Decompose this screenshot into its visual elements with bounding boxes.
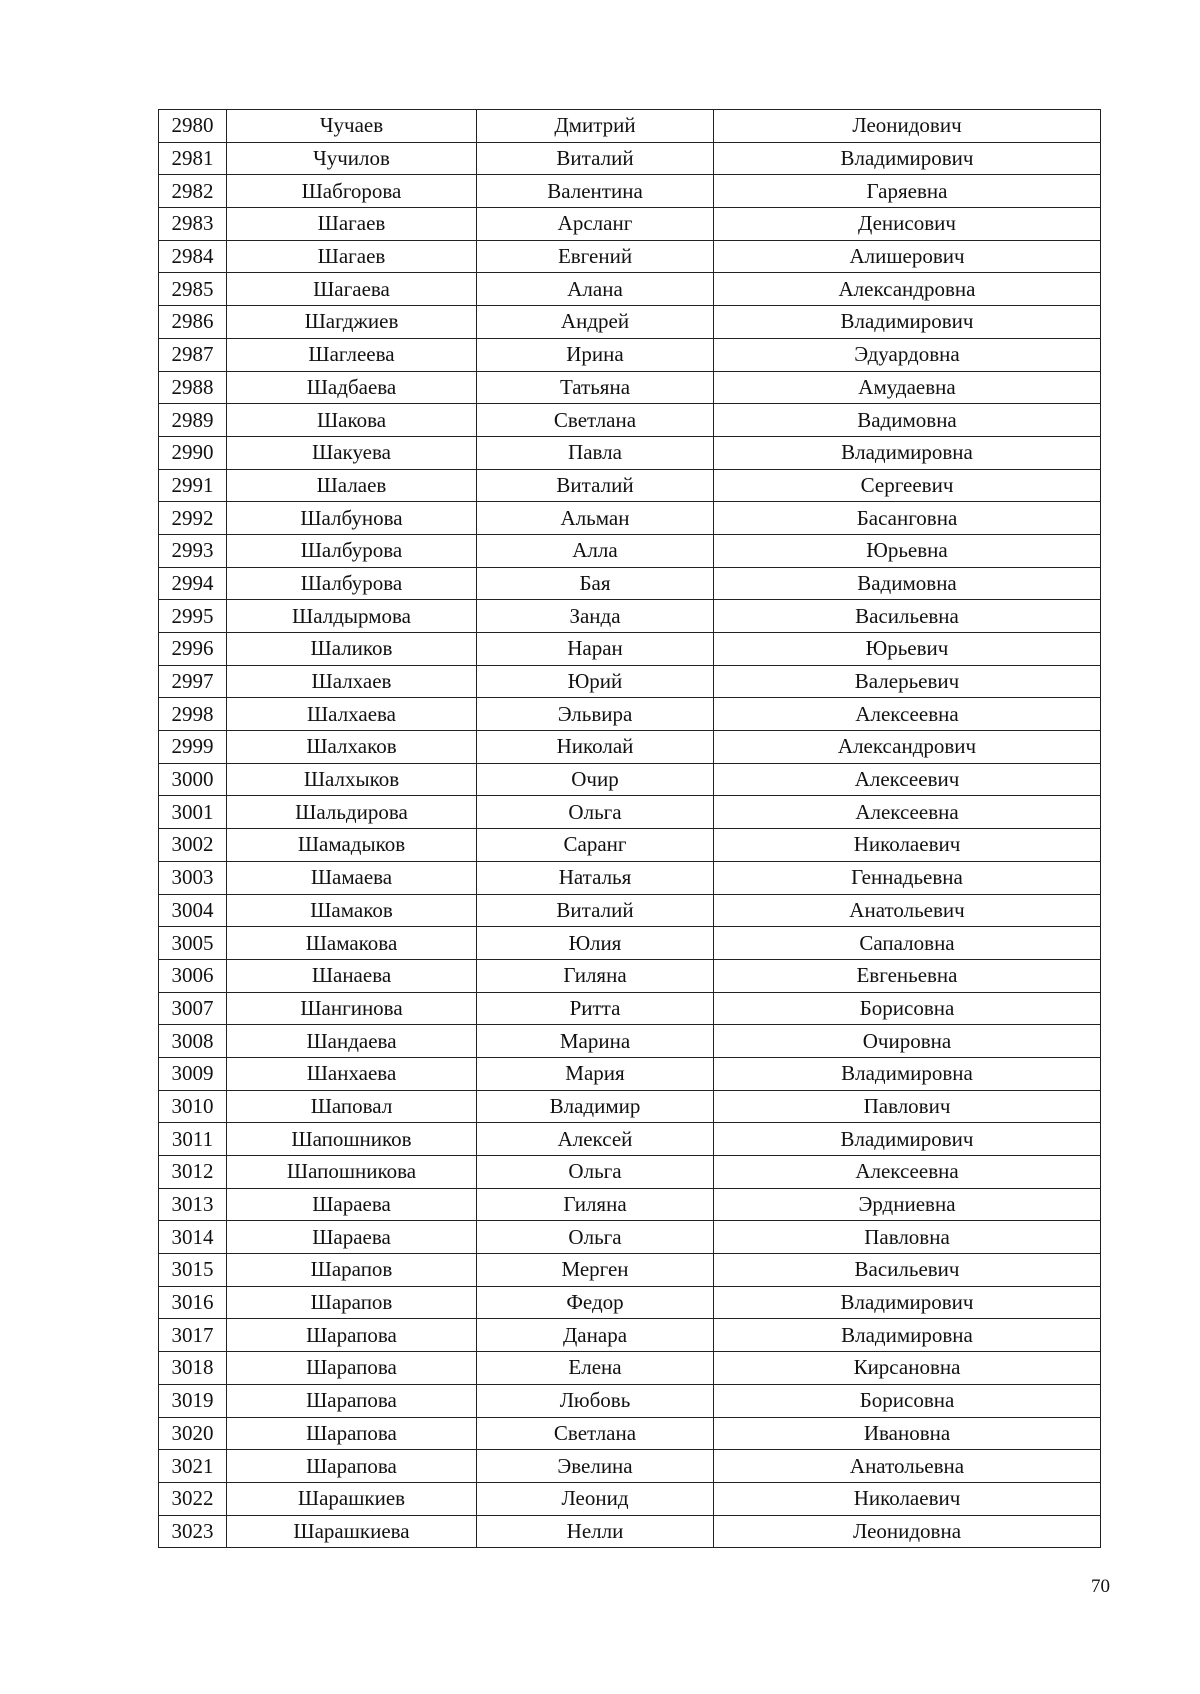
first-name-cell: Арсланг [477, 208, 714, 241]
patronymic-cell: Алексеевна [714, 1156, 1101, 1189]
last-name-cell: Шарапова [227, 1319, 477, 1352]
row-number-cell: 2995 [159, 600, 227, 633]
table-row [159, 567, 1101, 600]
row-number-cell: 2985 [159, 273, 227, 306]
last-name-cell: Шаликов [227, 633, 477, 666]
patronymic-cell: Кирсановна [714, 1352, 1101, 1385]
patronymic-cell: Леонидовна [714, 1515, 1101, 1548]
first-name-cell: Бая [477, 567, 714, 600]
last-name-cell: Чучилов [227, 142, 477, 175]
row-number-cell: 3008 [159, 1025, 227, 1058]
patronymic-cell: Юрьевич [714, 633, 1101, 666]
patronymic-cell: Владимирович [714, 306, 1101, 339]
row-number-cell: 3007 [159, 992, 227, 1025]
row-number-cell: 3020 [159, 1417, 227, 1450]
table-row [159, 338, 1101, 371]
row-number-cell: 2991 [159, 469, 227, 502]
last-name-cell: Шарапова [227, 1384, 477, 1417]
row-number-cell: 3004 [159, 894, 227, 927]
table-row [159, 1482, 1101, 1515]
patronymic-cell: Борисовна [714, 1384, 1101, 1417]
row-number-cell: 3013 [159, 1188, 227, 1221]
first-name-cell: Очир [477, 763, 714, 796]
table-row [159, 1090, 1101, 1123]
first-name-cell: Светлана [477, 404, 714, 437]
patronymic-cell: Васильевич [714, 1254, 1101, 1287]
table-row [159, 1515, 1101, 1548]
last-name-cell: Шакуева [227, 436, 477, 469]
first-name-cell: Андрей [477, 306, 714, 339]
first-name-cell: Наталья [477, 861, 714, 894]
last-name-cell: Шарапов [227, 1286, 477, 1319]
patronymic-cell: Владимировна [714, 1319, 1101, 1352]
row-number-cell: 3015 [159, 1254, 227, 1287]
table-row [159, 404, 1101, 437]
first-name-cell: Эльвира [477, 698, 714, 731]
row-number-cell: 3000 [159, 763, 227, 796]
table-row [159, 306, 1101, 339]
first-name-cell: Виталий [477, 469, 714, 502]
last-name-cell: Шакова [227, 404, 477, 437]
last-name-cell: Шапошников [227, 1123, 477, 1156]
first-name-cell: Мария [477, 1057, 714, 1090]
table-row [159, 698, 1101, 731]
row-number-cell: 3019 [159, 1384, 227, 1417]
table-row [159, 371, 1101, 404]
table-row [159, 1384, 1101, 1417]
row-number-cell: 3018 [159, 1352, 227, 1385]
table-row [159, 1123, 1101, 1156]
last-name-cell: Шамадыков [227, 829, 477, 862]
patronymic-cell: Владимирович [714, 142, 1101, 175]
first-name-cell: Виталий [477, 894, 714, 927]
patronymic-cell: Борисовна [714, 992, 1101, 1025]
table-row [159, 959, 1101, 992]
last-name-cell: Шандаева [227, 1025, 477, 1058]
last-name-cell: Шараева [227, 1188, 477, 1221]
last-name-cell: Шагаева [227, 273, 477, 306]
first-name-cell: Дмитрий [477, 110, 714, 143]
patronymic-cell: Очировна [714, 1025, 1101, 1058]
table-row [159, 208, 1101, 241]
patronymic-cell: Владимировна [714, 436, 1101, 469]
row-number-cell: 2994 [159, 567, 227, 600]
row-number-cell: 3009 [159, 1057, 227, 1090]
row-number-cell: 3021 [159, 1450, 227, 1483]
row-number-cell: 2992 [159, 502, 227, 535]
patronymic-cell: Ивановна [714, 1417, 1101, 1450]
first-name-cell: Наран [477, 633, 714, 666]
last-name-cell: Шапошникова [227, 1156, 477, 1189]
first-name-cell: Юлия [477, 927, 714, 960]
last-name-cell: Шанаева [227, 959, 477, 992]
row-number-cell: 3005 [159, 927, 227, 960]
first-name-cell: Павла [477, 436, 714, 469]
table-row [159, 763, 1101, 796]
row-number-cell: 3011 [159, 1123, 227, 1156]
patronymic-cell: Николаевич [714, 1482, 1101, 1515]
last-name-cell: Шалбурова [227, 534, 477, 567]
first-name-cell: Светлана [477, 1417, 714, 1450]
first-name-cell: Ирина [477, 338, 714, 371]
first-name-cell: Татьяна [477, 371, 714, 404]
last-name-cell: Шарапова [227, 1450, 477, 1483]
row-number-cell: 3002 [159, 829, 227, 862]
last-name-cell: Шангинова [227, 992, 477, 1025]
table-row [159, 175, 1101, 208]
table-row [159, 1188, 1101, 1221]
table-row [159, 273, 1101, 306]
name-list-table [158, 109, 1101, 1548]
first-name-cell: Валентина [477, 175, 714, 208]
patronymic-cell: Владимировна [714, 1057, 1101, 1090]
first-name-cell: Данара [477, 1319, 714, 1352]
table-row [159, 469, 1101, 502]
first-name-cell: Гиляна [477, 959, 714, 992]
table-row [159, 534, 1101, 567]
row-number-cell: 2981 [159, 142, 227, 175]
last-name-cell: Шарапов [227, 1254, 477, 1287]
first-name-cell: Николай [477, 731, 714, 764]
table-row [159, 796, 1101, 829]
row-number-cell: 2986 [159, 306, 227, 339]
patronymic-cell: Анатольевич [714, 894, 1101, 927]
table-row [159, 731, 1101, 764]
table-row [159, 665, 1101, 698]
first-name-cell: Елена [477, 1352, 714, 1385]
last-name-cell: Шарашкиев [227, 1482, 477, 1515]
table-row [159, 1450, 1101, 1483]
table-row [159, 1156, 1101, 1189]
last-name-cell: Шаглеева [227, 338, 477, 371]
first-name-cell: Ольга [477, 1156, 714, 1189]
last-name-cell: Шадбаева [227, 371, 477, 404]
patronymic-cell: Амудаевна [714, 371, 1101, 404]
row-number-cell: 2983 [159, 208, 227, 241]
first-name-cell: Нелли [477, 1515, 714, 1548]
table-row [159, 502, 1101, 535]
table-row [159, 894, 1101, 927]
row-number-cell: 3022 [159, 1482, 227, 1515]
row-number-cell: 3016 [159, 1286, 227, 1319]
row-number-cell: 2987 [159, 338, 227, 371]
first-name-cell: Ольга [477, 796, 714, 829]
last-name-cell: Шалбунова [227, 502, 477, 535]
table-row [159, 600, 1101, 633]
row-number-cell: 2988 [159, 371, 227, 404]
patronymic-cell: Владимирович [714, 1123, 1101, 1156]
patronymic-cell: Эдуардовна [714, 338, 1101, 371]
row-number-cell: 2989 [159, 404, 227, 437]
last-name-cell: Шалхыков [227, 763, 477, 796]
table-row [159, 1057, 1101, 1090]
last-name-cell: Чучаев [227, 110, 477, 143]
patronymic-cell: Александрович [714, 731, 1101, 764]
patronymic-cell: Алексеевич [714, 763, 1101, 796]
patronymic-cell: Александровна [714, 273, 1101, 306]
table-row [159, 992, 1101, 1025]
last-name-cell: Шальдирова [227, 796, 477, 829]
table-row [159, 829, 1101, 862]
patronymic-cell: Басанговна [714, 502, 1101, 535]
row-number-cell: 2997 [159, 665, 227, 698]
last-name-cell: Шалхаков [227, 731, 477, 764]
patronymic-cell: Павловна [714, 1221, 1101, 1254]
table-row [159, 436, 1101, 469]
first-name-cell: Евгений [477, 240, 714, 273]
first-name-cell: Алла [477, 534, 714, 567]
first-name-cell: Леонид [477, 1482, 714, 1515]
patronymic-cell: Сапаловна [714, 927, 1101, 960]
last-name-cell: Шарашкиева [227, 1515, 477, 1548]
patronymic-cell: Евгеньевна [714, 959, 1101, 992]
first-name-cell: Ольга [477, 1221, 714, 1254]
last-name-cell: Шарапова [227, 1417, 477, 1450]
last-name-cell: Шамаева [227, 861, 477, 894]
row-number-cell: 3001 [159, 796, 227, 829]
patronymic-cell: Павлович [714, 1090, 1101, 1123]
patronymic-cell: Николаевич [714, 829, 1101, 862]
table-row [159, 142, 1101, 175]
table-row [159, 927, 1101, 960]
patronymic-cell: Алишерович [714, 240, 1101, 273]
last-name-cell: Шабгорова [227, 175, 477, 208]
first-name-cell: Занда [477, 600, 714, 633]
patronymic-cell: Геннадьевна [714, 861, 1101, 894]
patronymic-cell: Алексеевна [714, 698, 1101, 731]
table-row [159, 1221, 1101, 1254]
row-number-cell: 3014 [159, 1221, 227, 1254]
first-name-cell: Марина [477, 1025, 714, 1058]
first-name-cell: Владимир [477, 1090, 714, 1123]
first-name-cell: Любовь [477, 1384, 714, 1417]
table-row [159, 110, 1101, 143]
patronymic-cell: Гаряевна [714, 175, 1101, 208]
last-name-cell: Шанхаева [227, 1057, 477, 1090]
table-row [159, 1352, 1101, 1385]
table-row [159, 1319, 1101, 1352]
last-name-cell: Шалхаев [227, 665, 477, 698]
patronymic-cell: Сергеевич [714, 469, 1101, 502]
patronymic-cell: Алексеевна [714, 796, 1101, 829]
patronymic-cell: Вадимовна [714, 567, 1101, 600]
table-row [159, 1286, 1101, 1319]
first-name-cell: Эвелина [477, 1450, 714, 1483]
patronymic-cell: Денисович [714, 208, 1101, 241]
row-number-cell: 2980 [159, 110, 227, 143]
last-name-cell: Шагаев [227, 240, 477, 273]
patronymic-cell: Владимирович [714, 1286, 1101, 1319]
first-name-cell: Саранг [477, 829, 714, 862]
row-number-cell: 3003 [159, 861, 227, 894]
row-number-cell: 2999 [159, 731, 227, 764]
row-number-cell: 3023 [159, 1515, 227, 1548]
last-name-cell: Шагджиев [227, 306, 477, 339]
last-name-cell: Шалхаева [227, 698, 477, 731]
patronymic-cell: Васильевна [714, 600, 1101, 633]
table-row [159, 861, 1101, 894]
last-name-cell: Шамаков [227, 894, 477, 927]
patronymic-cell: Эрдниевна [714, 1188, 1101, 1221]
patronymic-cell: Юрьевна [714, 534, 1101, 567]
patronymic-cell: Анатольевна [714, 1450, 1101, 1483]
last-name-cell: Шараева [227, 1221, 477, 1254]
row-number-cell: 2982 [159, 175, 227, 208]
first-name-cell: Ритта [477, 992, 714, 1025]
first-name-cell: Алана [477, 273, 714, 306]
table-row [159, 1254, 1101, 1287]
table-row [159, 240, 1101, 273]
first-name-cell: Юрий [477, 665, 714, 698]
first-name-cell: Альман [477, 502, 714, 535]
first-name-cell: Гиляна [477, 1188, 714, 1221]
first-name-cell: Алексей [477, 1123, 714, 1156]
row-number-cell: 2998 [159, 698, 227, 731]
row-number-cell: 3010 [159, 1090, 227, 1123]
table-row [159, 633, 1101, 666]
row-number-cell: 3012 [159, 1156, 227, 1189]
page-number: 70 [1091, 1576, 1110, 1597]
last-name-cell: Шалдырмова [227, 600, 477, 633]
table-body [159, 110, 1101, 1548]
last-name-cell: Шаповал [227, 1090, 477, 1123]
first-name-cell: Виталий [477, 142, 714, 175]
row-number-cell: 2993 [159, 534, 227, 567]
last-name-cell: Шарапова [227, 1352, 477, 1385]
last-name-cell: Шалбурова [227, 567, 477, 600]
first-name-cell: Мерген [477, 1254, 714, 1287]
row-number-cell: 3017 [159, 1319, 227, 1352]
row-number-cell: 3006 [159, 959, 227, 992]
last-name-cell: Шалаев [227, 469, 477, 502]
table-row [159, 1025, 1101, 1058]
table-row [159, 1417, 1101, 1450]
row-number-cell: 2990 [159, 436, 227, 469]
last-name-cell: Шагаев [227, 208, 477, 241]
patronymic-cell: Леонидович [714, 110, 1101, 143]
first-name-cell: Федор [477, 1286, 714, 1319]
last-name-cell: Шамакова [227, 927, 477, 960]
patronymic-cell: Валерьевич [714, 665, 1101, 698]
patronymic-cell: Вадимовна [714, 404, 1101, 437]
row-number-cell: 2984 [159, 240, 227, 273]
row-number-cell: 2996 [159, 633, 227, 666]
